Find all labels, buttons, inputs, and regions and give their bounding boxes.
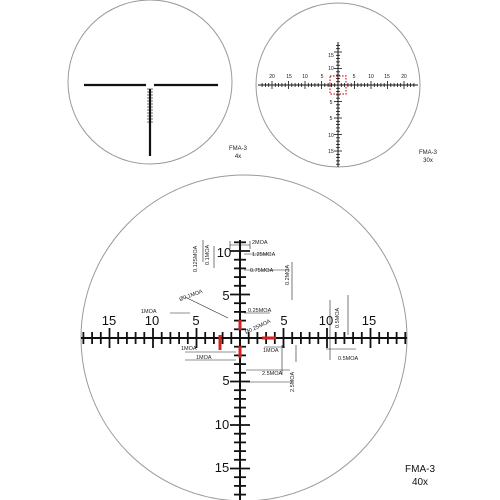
reticle-40x-v-label: 5: [222, 373, 230, 388]
reticle-30x-h-label: 5: [352, 74, 356, 80]
annotation-0-25moa-dot: Ø0.25MOA: [244, 318, 272, 336]
reticle-4x-magnification: 4x: [234, 154, 242, 160]
annotation-1moa-center: 1MOA: [181, 346, 197, 352]
reticle-40x: [81, 175, 435, 500]
annotation-2-5moa-vertical: 2.5MOA: [290, 371, 296, 392]
reticle-40x-h-label: 5: [192, 313, 200, 328]
reticle-40x-h-label: 15: [361, 313, 377, 328]
reticle-30x-h-label: 5: [320, 74, 324, 80]
reticle-30x: [256, 3, 438, 167]
annotation-1moa-dot: 1MOA: [196, 355, 212, 361]
reticle-40x-name: FMA-3: [405, 464, 435, 475]
reticle-40x-h-label: 10: [318, 313, 334, 328]
reticle-40x-h-label: 15: [101, 313, 117, 328]
annotation-0-25moa-top: 0.25MOA: [248, 308, 272, 314]
annotation-0-75moa: 0.75MOA: [250, 268, 274, 274]
reticle-40x-h-label: 5: [280, 313, 288, 328]
reticle-40x-v-label: 10: [216, 245, 232, 260]
annotation-0-5moa-vertical: 0.5MOA: [335, 307, 341, 328]
annotation-1moa-left: 1MOA: [141, 309, 157, 315]
reticle-40x-v-label: 5: [222, 288, 230, 303]
reticle-30x-h-label: 10: [302, 74, 308, 80]
annotation-2-5moa: 2.5MOA: [262, 371, 283, 377]
reticle-30x-v-label: 15: [328, 53, 334, 59]
annotation-0-2moa-vertical: 0.2MOA: [285, 264, 291, 285]
reticle-40x-h-label: 10: [144, 313, 160, 328]
reticle-30x-v-label: 10: [328, 66, 334, 72]
reticle-30x-h-label: 15: [286, 74, 292, 80]
reticle-30x-v-label: 5: [329, 100, 333, 106]
annotation-2moa: 2MOA: [252, 240, 268, 246]
annotation-0-5moa: 0.5MOA: [338, 356, 359, 362]
reticle-40x-v-label: 15: [214, 460, 230, 475]
reticle-40x-v-label: 10: [214, 417, 230, 432]
reticle-30x-h-label: 10: [368, 74, 374, 80]
reticle-4x: [68, 0, 248, 164]
reticle-30x-magnification: 30x: [423, 158, 433, 164]
reticle-30x-v-label: 5: [329, 116, 333, 122]
annotation-1-25moa: 1.25MOA: [252, 252, 276, 258]
reticle-30x-h-label: 15: [384, 74, 390, 80]
annotation-0-1moa-dot: Ø0.1MOA: [178, 288, 204, 303]
annotation-0-1moa-vertical: 0.1MOA: [205, 244, 211, 265]
reticle-30x-v-label: 10: [328, 133, 334, 139]
reticle-4x-name: FMA-3: [229, 146, 247, 152]
reticle-30x-h-label: 20: [269, 74, 275, 80]
reticle-40x-magnification: 40x: [411, 477, 429, 488]
reticle-30x-v-label: 15: [328, 149, 334, 155]
reticle-30x-name: FMA-3: [419, 150, 437, 156]
annotation-0-125moa: 0.125MOA: [193, 245, 199, 272]
annotation-1moa-right: 1MOA: [263, 348, 279, 354]
reticle-30x-h-label: 20: [401, 74, 407, 80]
